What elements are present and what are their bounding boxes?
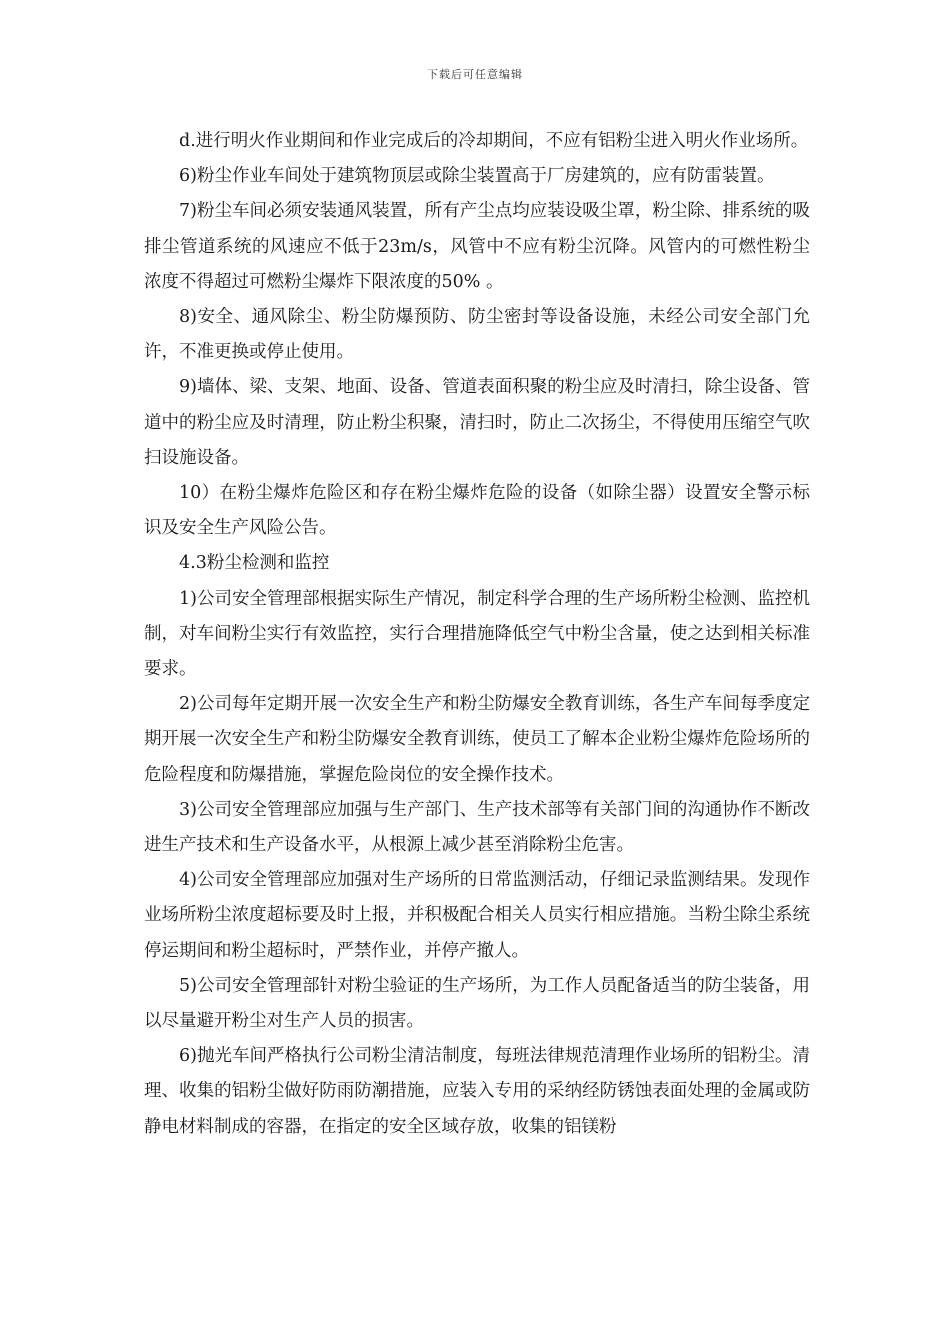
section-heading-dust-monitoring: 4.3粉尘检测和监控 [179,553,330,574]
paragraph-protective-equipment: 5)公司安全管理部针对粉尘验证的生产场所，为工作人员配备适当的防尘装备，用以尽量避开粉尘对生产人员的损害。 [144,975,810,1032]
paragraph-ventilation: 7)粉尘车间必须安装通风装置，所有产尘点均应装设吸尘罩，粉尘除、排系统的吸排尘管道系统的风速应不低于23m/s，风管中不应有粉尘沉降。风管内的可燃性粉尘浓度不得超过可燃粉尘爆炸下限浓度的50% 。 [144,201,810,292]
paragraph-daily-monitoring: 4)公司安全管理部应加强对生产场所的日常监测活动，仔细记录监测结果。发现作业场所粉尘浓度超标要及时上报，并积极配合相关人员实行相应措施。当粉尘除尘系统停运期间和粉尘超标时，严禁作业，并停产撤人。 [144,870,810,961]
paragraph-polishing-workshop: 6)抛光车间严格执行公司粉尘清洁制度，每班法律规范清理作业场所的铝粉尘。清理、收集的铝粉尘做好防雨防潮措施，应装入专用的采纳经防锈蚀表面处理的金属或防静电材料制成的容器，在指定的安全区域存放，收集的铝镁粉 [144,1046,810,1137]
paragraph-warning-signs: 10）在粉尘爆炸危险区和存在粉尘爆炸危险的设备（如除尘器）设置安全警示标识及安全生产风险公告。 [144,483,810,539]
page-header: 下载后可任意编辑 [427,68,523,81]
document-body [144,124,810,1145]
paragraph-equipment-permission: 8)安全、通风除尘、粉尘防爆预防、防尘密封等设备设施，未经公司安全部门允许，不准更换或停止使用。 [144,307,810,363]
paragraph-lightning-protection: 6)粉尘作业车间处于建筑物顶层或除尘装置高于厂房建筑的，应有防雷装置。 [179,166,775,187]
paragraph-fire-work: d.进行明火作业期间和作业完成后的冷却期间，不应有铝粉尘进入明火作业场所。 [179,131,809,151]
paragraph-dust-cleaning: 9)墙体、梁、支架、地面、设备、管道表面积聚的粉尘应及时清扫，除尘设备、管道中的粉尘应及时清理，防止粉尘积聚，清扫时，防止二次扬尘，不得使用压缩空气吹扫设施设备。 [144,377,810,468]
paragraph-safety-training: 2)公司每年定期开展一次安全生产和粉尘防爆安全教育训练，各生产车间每季度定期开展一次安全生产和粉尘防爆安全教育训练，使员工了解本企业粉尘爆炸危险场所的危险程度和防爆措施，掌握危险岗位的安全操作技术。 [144,694,810,785]
paragraph-monitoring-mechanism: 1)公司安全管理部根据实际生产情况，制定科学合理的生产场所粉尘检测、监控机制，对车间粉尘实行有效监控，实行合理措施降低空气中粉尘含量，使之达到相关标准要求。 [144,588,810,680]
paragraph-coordination: 3)公司安全管理部应加强与生产部门、生产技术部等有关部门间的沟通协作不断改进生产技术和生产设备水平，从根源上减少甚至消除粉尘危害。 [144,799,810,856]
